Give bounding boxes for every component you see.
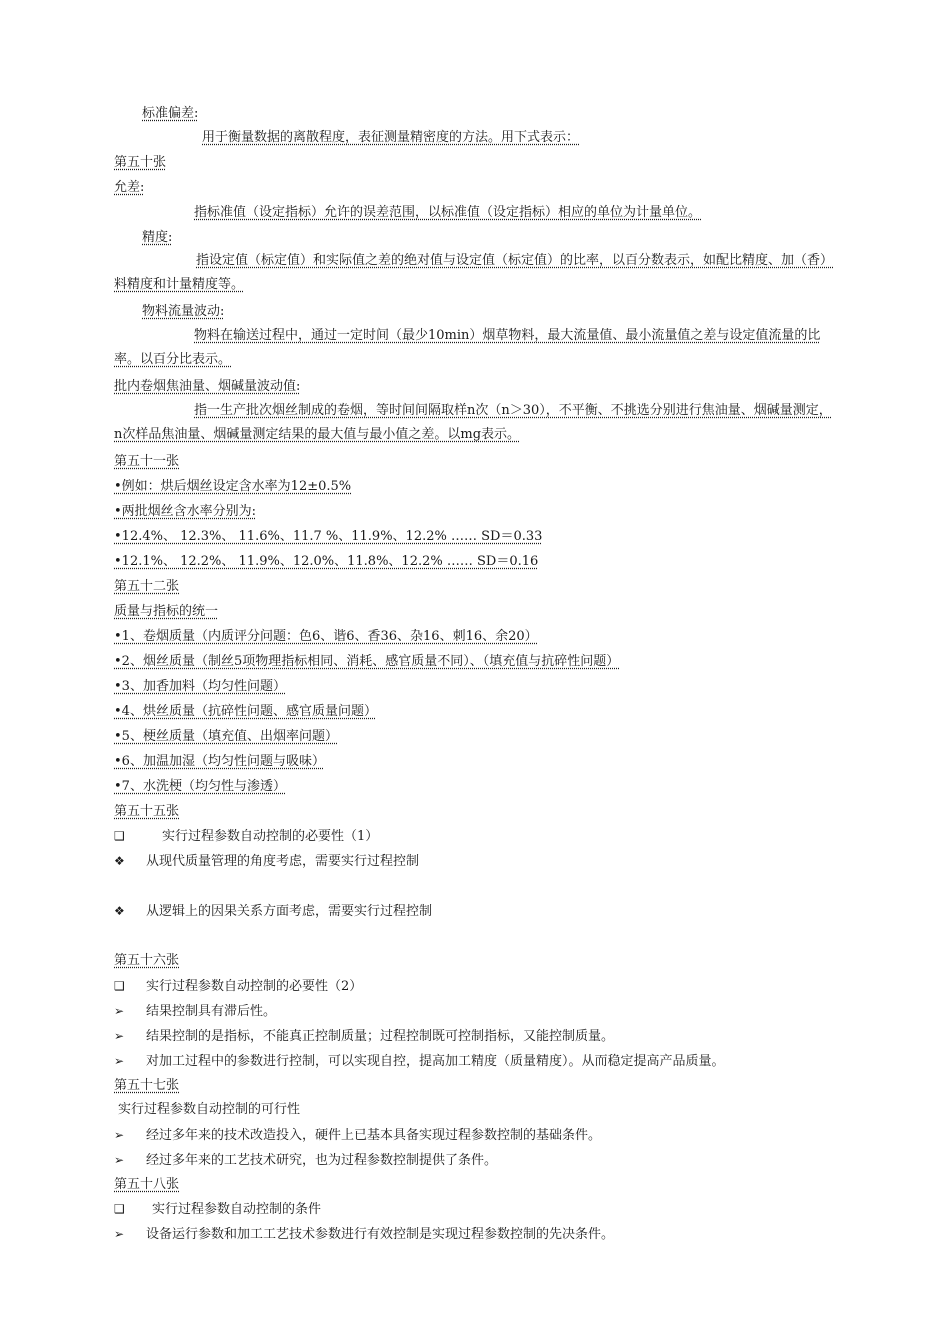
moisture-intro: •两批烟丝含水率分别为: <box>114 504 257 519</box>
square-bullet-icon: ❑ <box>114 979 125 993</box>
quality-item-4: •4、烘丝质量（抗碎性问题、感官质量问题） <box>114 704 377 719</box>
heading-standard-deviation: 标准偏差: <box>142 106 199 121</box>
heading-tolerance: 允差: <box>114 180 145 195</box>
text-tar-nicotine: 指一生产批次烟丝制成的卷烟，等时间间隔取样n次（n＞30），不平衡、不挑选分别进行焦油量、烟碱量测定，n次样品焦油量、烟碱量测定结果的最大值与最小值之差。以mg表示。 <box>114 403 832 442</box>
quality-heading: 质量与指标的统一 <box>114 604 219 619</box>
arrow-bullet-icon: ➢ <box>114 1153 125 1167</box>
square-bullet-icon: ❑ <box>114 1202 125 1216</box>
diamond-bullet-icon: ❖ <box>114 904 125 918</box>
slide-heading-56: 第五十六张 <box>114 953 180 968</box>
text-tolerance: 指标准值（设定指标）允许的误差范围，以标准值（设定指标）相应的单位为计量单位。 <box>194 205 702 220</box>
quality-item-3: •3、加香加料（均匀性问题） <box>114 679 286 694</box>
feasibility-point-1: ➢ 经过多年来的技术改造投入，硬件上已基本具备实现过程参数控制的基础条件。 <box>114 1128 602 1143</box>
moisture-batch-1: •12.4%、 12.3%、 11.6%、11.7 %、11.9%、12.2% …… SD＝0.33 <box>114 529 543 544</box>
quality-item-7: •7、水洗梗（均匀性与渗透） <box>114 779 286 794</box>
conditions-title: ❑ 实行过程参数自动控制的条件 <box>114 1202 322 1217</box>
text-flow-fluctuation: 物料在输送过程中，通过一定时间（最少10min）烟草物料，最大流量值、最小流量值之差与设定值流量的比率。以百分比表示。 <box>114 328 821 367</box>
slide-heading-57: 第五十七张 <box>114 1078 180 1093</box>
slide-heading-52: 第五十二张 <box>114 579 180 594</box>
arrow-bullet-icon: ➢ <box>114 1227 125 1241</box>
slide-heading-58: 第五十八张 <box>114 1177 180 1192</box>
feasibility-title: 实行过程参数自动控制的可行性 <box>118 1102 301 1117</box>
heading-tar-nicotine: 批内卷烟焦油量、烟碱量波动值: <box>114 379 301 394</box>
arrow-bullet-icon: ➢ <box>114 1029 125 1043</box>
quality-item-1: •1、卷烟质量（内质评分问题：色6、谐6、香36、杂16、刺16、余20） <box>114 629 538 644</box>
heading-precision: 精度: <box>142 230 173 245</box>
necessity-1-text: 实行过程参数自动控制的必要性（1） <box>162 829 379 844</box>
quality-item-6: •6、加温加湿（均匀性问题与吸味） <box>114 754 325 769</box>
necessity-1-point-2: ❖ 从逻辑上的因果关系方面考虑，需要实行过程控制 <box>114 904 433 919</box>
text-standard-deviation: 用于衡量数据的离散程度，表征测量精密度的方法。用下式表示： <box>202 130 580 145</box>
slide-heading-50: 第五十张 <box>114 155 167 170</box>
necessity-1-title <box>114 828 378 845</box>
moisture-batch-2: •12.1%、 12.2%、 11.9%、12.0%、11.8%、12.2% …… SD＝0.16 <box>114 554 539 569</box>
quality-item-5: •5、梗丝质量（填充值、出烟率问题） <box>114 729 338 744</box>
arrow-bullet-icon: ➢ <box>114 1128 125 1142</box>
diamond-bullet-icon: ❖ <box>114 854 125 868</box>
necessity-2-point-3: ➢ 对加工过程中的参数进行控制，可以实现自控，提高加工精度（质量精度）。从而稳定提高产品质量。 <box>114 1054 725 1069</box>
feasibility-point-2: ➢ 经过多年来的工艺技术研究，也为过程参数控制提供了条件。 <box>114 1153 498 1168</box>
text-precision: 指设定值（标定值）和实际值之差的绝对值与设定值（标定值）的比率，以百分数表示，如配比精度、加（香）料精度和计量精度等。 <box>114 253 834 292</box>
arrow-bullet-icon: ➢ <box>114 1054 125 1068</box>
necessity-2-title: ❑ 实行过程参数自动控制的必要性（2） <box>114 979 363 994</box>
quality-item-2: •2、烟丝质量（制丝5项物理指标相同、消耗、感官质量不同）、（填充值与抗碎性问题） <box>114 654 620 669</box>
slide-heading-55: 第五十五张 <box>114 804 180 819</box>
square-bullet-icon: ❑ <box>114 829 125 843</box>
slide-heading-51: 第五十一张 <box>114 454 180 469</box>
necessity-1-point-1: ❖ 从现代质量管理的角度考虑，需要实行过程控制 <box>114 854 420 869</box>
heading-flow-fluctuation: 物料流量波动: <box>142 304 225 319</box>
arrow-bullet-icon: ➢ <box>114 1004 125 1018</box>
example-line: •例如：烘后烟丝设定含水率为12±0.5% <box>114 479 352 494</box>
necessity-2-point-1: ➢ 结果控制具有滞后性。 <box>114 1004 277 1019</box>
conditions-point-1: ➢ 设备运行参数和加工工艺技术参数进行有效控制是实现过程参数控制的先决条件。 <box>114 1227 615 1242</box>
necessity-2-point-2: ➢ 结果控制的是指标，不能真正控制质量；过程控制既可控制指标，又能控制质量。 <box>114 1029 615 1044</box>
